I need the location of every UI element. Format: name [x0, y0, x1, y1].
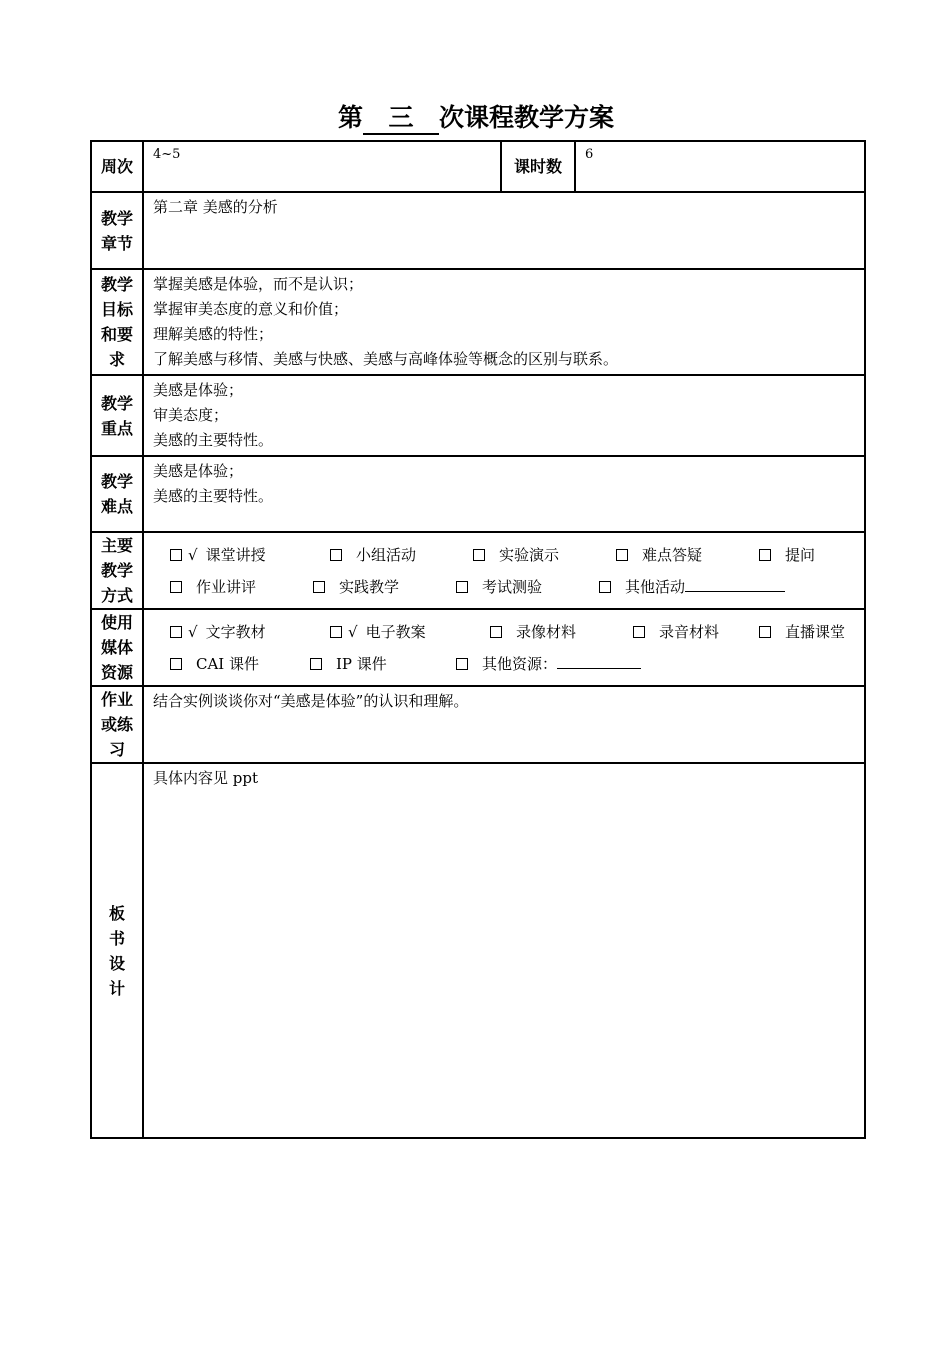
board-label-text: 板书设计	[108, 903, 125, 998]
checkbox-icon[interactable]	[170, 549, 182, 561]
method-option-label: 课堂讲授	[205, 546, 266, 564]
title-prefix: 第	[337, 103, 363, 132]
difficulties-label-text: 教学难点	[100, 472, 133, 516]
row-week	[91, 141, 865, 192]
row-chapter	[91, 192, 865, 269]
method-option-label: 提问	[785, 546, 816, 564]
methods-label	[91, 532, 143, 609]
media-option-label: 电子教案	[365, 623, 426, 641]
media-row-1	[170, 616, 855, 648]
method-option[interactable]	[170, 544, 330, 565]
key-point-line: 美感的主要特性。	[153, 431, 274, 449]
media-option[interactable]	[170, 621, 330, 642]
media-option[interactable]	[170, 653, 310, 674]
row-key-points	[91, 375, 865, 456]
chapter-value[interactable]: 第二章 美感的分析	[143, 192, 865, 269]
title-number[interactable]: 三	[363, 103, 439, 135]
media-option-label: 文字教材	[205, 623, 266, 641]
method-option-label: 作业讲评	[196, 578, 257, 596]
row-media	[91, 609, 865, 686]
checkbox-icon[interactable]	[313, 581, 325, 593]
homework-label	[91, 686, 143, 763]
method-option[interactable]	[330, 544, 473, 565]
method-option-label: 难点答疑	[642, 546, 703, 564]
homework-value[interactable]: 结合实例谈谈你对“美感是体验”的认识和理解。	[143, 686, 865, 763]
checkmark: √	[188, 623, 198, 641]
week-value[interactable]: 4~5	[143, 141, 501, 192]
checkbox-icon[interactable]	[616, 549, 628, 561]
lesson-plan-table	[90, 140, 866, 1139]
objectives-label	[91, 269, 143, 375]
row-objectives	[91, 269, 865, 375]
media-option-label: 录音材料	[659, 623, 720, 641]
homework-label-text: 作业或练习	[100, 690, 133, 759]
media-option-label: IP 课件	[336, 655, 387, 673]
method-option[interactable]	[599, 576, 785, 597]
objective-line: 理解美感的特性；	[153, 325, 274, 343]
method-option[interactable]	[473, 544, 616, 565]
checkbox-icon[interactable]	[170, 658, 182, 670]
key-points-value[interactable]	[143, 375, 865, 456]
objective-line: 掌握审美态度的意义和价值；	[153, 300, 349, 318]
method-option[interactable]	[616, 544, 759, 565]
checkbox-icon[interactable]	[170, 626, 182, 638]
checkbox-icon[interactable]	[473, 549, 485, 561]
key-point-line: 美感是体验；	[153, 381, 244, 399]
key-points-label-text: 教学重点	[100, 393, 133, 438]
checkbox-icon[interactable]	[330, 626, 342, 638]
row-homework	[91, 686, 865, 763]
method-option[interactable]	[759, 544, 815, 565]
checkbox-icon[interactable]	[310, 658, 322, 670]
checkbox-icon[interactable]	[456, 581, 468, 593]
methods-row-1	[170, 539, 855, 571]
media-label	[91, 609, 143, 686]
checkmark: √	[348, 623, 358, 641]
chapter-label	[91, 192, 143, 269]
hours-value[interactable]: 6	[575, 141, 865, 192]
page-title	[0, 100, 952, 136]
methods-options	[143, 532, 865, 609]
media-option-label: 直播课堂	[785, 623, 846, 641]
checkbox-icon[interactable]	[170, 581, 182, 593]
board-value[interactable]: 具体内容见 ppt	[143, 763, 865, 1138]
checkbox-icon[interactable]	[759, 549, 771, 561]
checkbox-icon[interactable]	[330, 549, 342, 561]
week-label: 周次	[91, 141, 143, 192]
checkbox-icon[interactable]	[490, 626, 502, 638]
method-option-label: 实践教学	[339, 578, 400, 596]
media-option-label: 其他资源：	[482, 655, 558, 673]
difficulty-line: 美感的主要特性。	[153, 487, 274, 505]
media-option[interactable]	[310, 653, 456, 674]
board-label	[91, 763, 143, 1138]
method-option-label: 考试测验	[482, 578, 543, 596]
checkbox-icon[interactable]	[599, 581, 611, 593]
difficulties-label	[91, 456, 143, 532]
media-label-text: 使用媒体资源	[100, 613, 133, 682]
media-option[interactable]	[490, 621, 633, 642]
checkbox-icon[interactable]	[759, 626, 771, 638]
methods-label-text: 主要教学方式	[100, 536, 133, 605]
media-option[interactable]	[456, 653, 641, 674]
other-resources-blank[interactable]	[557, 654, 641, 669]
chapter-label-text: 教学章节	[100, 208, 133, 253]
method-option-label: 实验演示	[499, 546, 560, 564]
checkbox-icon[interactable]	[633, 626, 645, 638]
title-suffix: 次课程教学方案	[439, 103, 615, 132]
media-row-2	[170, 648, 855, 680]
row-methods	[91, 532, 865, 609]
hours-label: 课时数	[501, 141, 575, 192]
objectives-value[interactable]	[143, 269, 865, 375]
other-activity-blank[interactable]	[685, 577, 785, 592]
objective-line: 了解美感与移情、美感与快感、美感与高峰体验等概念的区别与联系。	[153, 350, 619, 368]
method-option-label: 其他活动	[625, 578, 686, 596]
media-option[interactable]	[633, 621, 759, 642]
media-option-label: CAI 课件	[196, 655, 260, 673]
media-option[interactable]	[759, 621, 845, 642]
media-options	[143, 609, 865, 686]
key-point-line: 审美态度；	[153, 406, 229, 424]
methods-row-2	[170, 571, 855, 603]
checkmark: √	[188, 546, 198, 564]
method-option[interactable]	[170, 576, 313, 597]
checkbox-icon[interactable]	[456, 658, 468, 670]
media-option-label: 录像材料	[516, 623, 577, 641]
difficulties-value[interactable]	[143, 456, 865, 532]
method-option[interactable]	[456, 576, 599, 597]
key-points-label	[91, 375, 143, 456]
objective-line: 掌握美感是体验，而不是认识；	[153, 275, 364, 293]
method-option-label: 小组活动	[356, 546, 417, 564]
row-board-design	[91, 763, 865, 1138]
difficulty-line: 美感是体验；	[153, 462, 244, 480]
row-difficulties	[91, 456, 865, 532]
method-option[interactable]	[313, 576, 456, 597]
media-option[interactable]	[330, 621, 490, 642]
objectives-label-text: 教学目标和要求	[100, 275, 133, 369]
